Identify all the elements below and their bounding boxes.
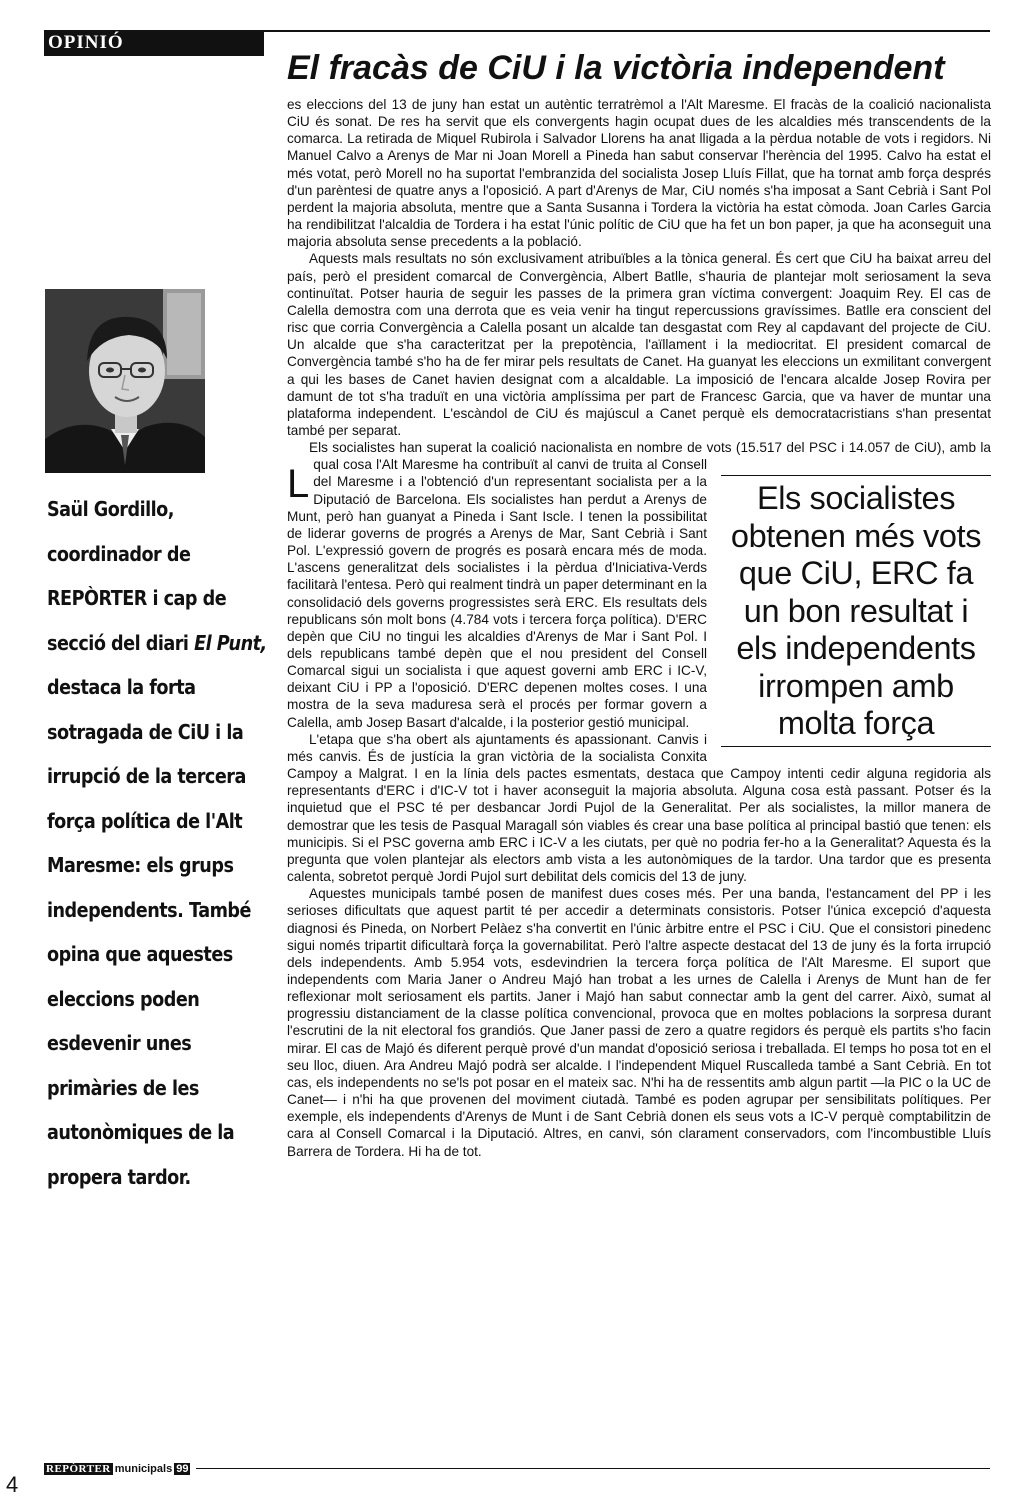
author-name: Saül Gordillo, bbox=[47, 497, 174, 521]
newspaper-name: El Punt, bbox=[194, 630, 267, 655]
footer-year: 99 bbox=[176, 1463, 189, 1475]
dropcap: L bbox=[287, 462, 310, 506]
author-bio bbox=[47, 487, 271, 1199]
author-photo bbox=[45, 289, 205, 473]
section-label: OPINIÓ bbox=[44, 30, 264, 56]
article-paragraph: L'etapa que s'ha obert als ajuntaments és apassionant. Canvis i més canvis. És de justícia la gran victòria de la socialista Conxita Campoy a Malgrat. I en la línia dels pactes esmentats, destaca que Campoy intenti cedir alguna regidoria als representants d'ERC i d'IC-V tot i haver aconseguit la majoria absoluta. Alguna cosa està passant. Potser és la inquietud que el PSC té per desbancar Jordi Pujol de la Generalitat. Per als socialistes, la millor manera de demostrar que les tesis de Pasqual Maragall són viables és crear una base política al principal bastió que tenen: els municipis. Si el PSC governa amb ERC i IC-V a les ciutats, per què no podria fer-ho a la Generalitat? Aquesta és la pregunta que volen plantejar als electors amb vista a les autonòmiques de la tardor. Una tardor que es presenta calenta, sobretot perquè Jordi Pujol surt debilitat dels comicis del 13 de juny. bbox=[287, 731, 991, 885]
page-number: 4 bbox=[6, 1472, 19, 1497]
pullquote: Els socialistes obtenen més vots que CiU, ERC fa un bon resultat i els independents irrompen amb molta força bbox=[721, 475, 991, 747]
author-portrait-image bbox=[45, 289, 205, 473]
article-body bbox=[287, 96, 991, 1160]
top-rule bbox=[264, 30, 990, 32]
author-bio-text: coordinador de REPÒRTER i cap de secció del diari bbox=[47, 541, 227, 655]
headline: El fracàs de CiU i la victòria independent bbox=[287, 49, 945, 87]
author-bio-summary: destaca la forta sotragada de CiU i la irrupció de la tercera força política de l'Alt Maresme: els grups independents. També opina que aquestes eleccions poden esdevenir unes primàries de les autonòmiques de la propera tardor. bbox=[47, 675, 251, 1189]
footer-brand bbox=[44, 1462, 190, 1476]
article-paragraph: Els socialistes han superat la coalició nacionalista en nombre de vots (15.517 del PSC i 14.057 de CiU), amb la qual cosa l'Alt Maresme ha contribuït al canvi de truita al Consell del Maresme i a l'obtenció d'un representant socialista per a la Diputació de Barcelona. Els socialistes han perdut a Arenys de Munt, però han guanyat a Pineda i Sant Iscle. I tenen la possibilitat de liderar governs de progrés a Arenys de Mar, Sant Cebrià i Sant Pol. L'expressió govern de progrés es posarà encara més de moda. L'ascens generalitzat dels socialistes i la pèrdua d'Iniciativa-Verds facilitarà l'entesa. Però qui realment tindrà un paper determinant en la consolidació dels governs progressistes serà ERC. Els resultats dels republicans són molt bons (4.784 vots i tercera força política). D'ERC depèn que CiU no tingui les alcaldies d'Arenys de Mar i Sant Pol. I dels republicans també depèn que el nou president del Consell Comarcal sigui un socialista i que aquest governi amb ERC i IC-V, deixant CiU i PP a l'oposició. D'ERC depenen moltes coses. I una mostra de la seva maduresa serà el procés per formar govern a Calella, amb Josep Basart d'alcalde, i la posterior gestió municipal. bbox=[287, 440, 991, 730]
footer-brand-name: REPÒRTER bbox=[46, 1463, 111, 1475]
article-paragraph: Aquestes municipals també posen de manifest dues coses més. Per una banda, l'estancament del PP i les serioses dificultats que aquest partit té per accedir a determinats consistoris. Potser l'única excepció d'aquesta diagnosi és Pineda, on Norbert Pelàez s'ha convertit en l'únic àrbitre entre el PSC i CiU. Que el consistori pinedenc sigui només tripartit dificultarà força la governabilitat. Però l'altre aspecte destacat del 13 de juny és la forta irrupció dels independents. Amb 5.954 vots, esdevindrien la tercera força política de l'Alt Maresme. El suport que independents com Maria Janer o Andreu Majó han trobat a les urnes de Calella i Arenys de Munt han de fer reflexionar molt seriosament els partits. Janer i Majó han sabut connectar amb la gent del carrer. Això, sumat al progressiu distanciament de la classe política convencional, provoca que en moltes poblacions la sorpresa durant l'escrutini de la nit electoral fos grandiós. Que Janer passi de zero a quatre regidors és perquè els partits s'ho facin mirar. El cas de Majó és diferent perquè prové d'un mandat d'oposició seriosa i treballada. El temps ho posa tot en el seu lloc, diuen. Ara Andreu Majó podrà ser alcalde. I l'independent Miquel Ruscalleda també a Sant Cebrià. En tot cas, els independents no se'ls pot posar en el mateix sac. N'hi ha de ressentits amb algun partit —la PIC o la UC de Canet— i n'hi ha que provenen del moviment ciutadà. També es poden agrupar per sensibilitats polítiques. Per exemple, els independents d'Arenys de Munt i de Sant Cebrià donen els seus vots a IC-V perquè comptabilitzin de cara al Consell Comarcal i la Diputació. Altres, en canvi, són clarament conservadors, com l'incombustible Lluís Barrera de Tordera. Hi ha de tot. bbox=[287, 886, 991, 1159]
article-paragraph: L es eleccions del 13 de juny han estat un autèntic terratrèmol a l'Alt Maresme. El fracàs de la coalició nacionalista CiU és sonat. De res ha servit que els convergents hagin ocupat dues de les alcaldies més transcendents de la comarca. La retirada de Miquel Rubirola i Salvador Llorens ha anat lligada a la pèrdua notable de vots i regidors. Ni Manuel Calvo a Arenys de Mar ni Joan Morell a Pineda han sabut conservar l'herència del 1995. Calvo ha estat el més votat, però Morell no ha suportat l'embranzida del socialista Josep Lluís Fillat, que ha tornat amb força després d'un parèntesi de quatre anys a l'oposició. A part d'Arenys de Mar, CiU només s'ha imposat a Sant Cebrià i Sant Pol perdent la majoria absoluta, mentre que a Santa Susanna i Tordera la victòria ha estat còmoda. Joan Carles Garcia ha rendibilitzat l'alcaldia de Tordera i ha estat l'únic polític de CiU que ha fet un bon paper, ja que ha aconseguit una majoria absoluta sense precedents a la població. bbox=[287, 97, 991, 506]
footer-section: municipals bbox=[114, 1463, 173, 1475]
article-paragraph: Aquests mals resultats no són exclusivament atribuïbles a la tònica general. És cert que CiU ha baixat arreu del país, però el president comarcal de Convergència, Albert Batlle, s'hauria de plantejar molt seriosament la seva continuïtat. Potser hauria de seguir les passes de la primera gran víctima convergent: Joaquim Rey. El cas de Calella demostra com una derrota que es veia venir ha tingut repercussions gravíssimes. Batlle era conscient del risc que corria Convergència a Calella posant un alcalde tan desgastat com Rey al capdavant del projecte de CiU. Un alcalde que s'ha caracteritzat per la prepotència, l'aïllament i la mediocritat. El president comarcal de Convergència també s'ho ha de fer mirar pels resultats de Canet. Ha guanyat les eleccions un exmilitant convergent a qui les bases de Canet havien designat com a alcaldable. La imposició de l'encara alcalde Josep Rovira per damunt de tot s'ha traduït en una victòria amplíssima per part de Francesc Garcia, que va haver de muntar una plataforma independent. L'escàndol de CiU és majúscul a Canet perquè els democratacristians s'han presentat també per separat. bbox=[287, 251, 991, 438]
footer-rule bbox=[196, 1468, 990, 1469]
